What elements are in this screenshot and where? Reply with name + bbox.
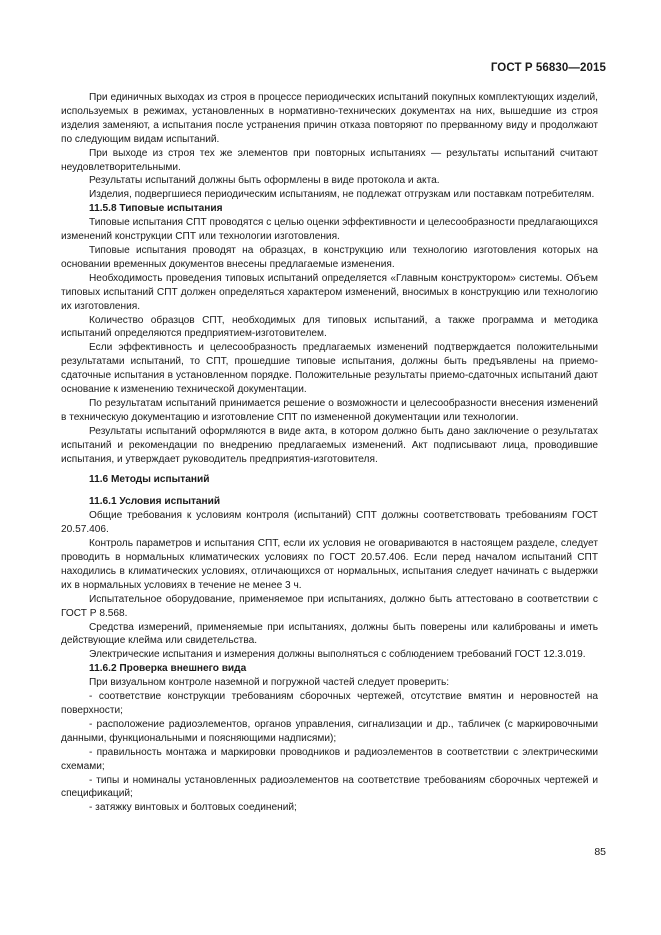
paragraph: Типовые испытания СПТ проводятся с целью оценки эффективности и целесообразности предлагающихся изменений конструкции СПТ или технологии изготовления. [61, 217, 598, 243]
paragraph: При визуальном контроле наземной и погружной частей следует проверить: [89, 677, 450, 689]
paragraph: Результаты испытаний оформляются в виде акта, в котором должно быть дано заключение о результатах испытаний и рекомендации по внедрению предлагаемых изменений. Акт подписывают лица, проводившие испытания, и утверждает руководитель предприятия-изготовителя. [61, 425, 598, 465]
paragraph: Типовые испытания проводят на образцах, в конструкцию или технологию изготовления которых на основании временных документов внесены предлагаемые изменения. [61, 244, 598, 270]
paragraph: Количество образцов СПТ, необходимых для типовых испытаний, а также программа и методика испытаний определяются предприятием-изготовителем. [61, 314, 598, 340]
paragraph: Испытательное оборудование, применяемое при испытаниях, должно быть аттестовано в соответствии с ГОСТ Р 8.568. [61, 593, 598, 619]
section-heading-11-6-2: 11.6.2 Проверка внешнего вида [89, 663, 247, 675]
paragraph: При единичных выходах из строя в процессе периодических испытаний покупных комплектующих изделий, используемых в режимах, установленных в нормативно-технических документах на них, вышедшие из строя изделия заменяют, а испытания после устранения причин отказа повторяют по прерванному виду и продолжают по следующим видам испытаний. [61, 92, 598, 145]
paragraph: Общие требования к условиям контроля (испытаний) СПТ должны соответствовать требованиям ГОСТ 20.57.406. [61, 510, 598, 536]
list-item: - расположение радиоэлементов, органов управления, сигнализации и др., табличек (с маркировочными данными, функциональными и поясняющими надписями); [61, 718, 598, 744]
list-item: - затяжку винтовых и болтовых соединений; [89, 802, 297, 814]
paragraph: Контроль параметров и испытания СПТ, если их условия не оговариваются в настоящем разделе, следует проводить в нормальных климатических условиях по ГОСТ 20.57.406. Если перед началом испытаний СПТ находились в климатических условиях, отличающихся от нормальных, испытания следует начинать с выдержки их в нормальных условиях в течение не менее 3 ч. [61, 538, 598, 591]
paragraph: При выходе из строя тех же элементов при повторных испытаниях — результаты испытаний считают неудовлетворительными. [61, 147, 598, 173]
list-item: - соответствие конструкции требованиям сборочных чертежей, отсутствие вмятин и неровностей на поверхности; [61, 691, 598, 716]
paragraph: По результатам испытаний принимается решение о возможности и целесообразности внесения изменений в техническую документацию и изготовление СПТ по измененной документации или технологии. [61, 397, 598, 423]
document-id-header: ГОСТ Р 56830—2015 [490, 62, 606, 74]
page-number: 85 [594, 846, 606, 858]
paragraph: Средства измерений, применяемые при испытаниях, должны быть поверены или калиброваны и иметь действующие клейма или свидетельства. [61, 621, 598, 647]
list-item: - правильность монтажа и маркировки проводников и радиоэлементов в соответствии с электрическими схемами; [61, 746, 598, 772]
paragraph: Изделия, подвергшиеся периодическим испытаниям, не подлежат отгрузкам или поставкам потребителям. [89, 189, 595, 201]
section-heading-11-5-8: 11.5.8 Типовые испытания [89, 203, 223, 215]
paragraph: Если эффективность и целесообразность предлагаемых изменений подтверждается положительными результатами испытаний, то СПТ, прошедшие типовые испытания, должны быть предъявлены на приемо-сдаточные испытания в установленном порядке. Положительные результаты приемо-сдаточных испытаний дают основание к изменению технической документации. [61, 342, 598, 396]
section-heading-11-6: 11.6 Методы испытаний [89, 474, 210, 486]
list-item: - типы и номиналы установленных радиоэлементов на соответствие требованиям сборочных чертежей и спецификаций; [61, 774, 598, 800]
paragraph: Электрические испытания и измерения должны выполняться с соблюдением требований ГОСТ 12.3.019. [89, 649, 586, 661]
paragraph: Результаты испытаний должны быть оформлены в виде протокола и акта. [89, 175, 440, 187]
paragraph: Необходимость проведения типовых испытаний определяется «Главным конструктором» системы. Объем типовых испытаний СПТ должен определяться характером изменений, вносимых в конструкцию или технологию их изготовления. [61, 272, 598, 312]
page-body [61, 91, 598, 815]
section-heading-11-6-1: 11.6.1 Условия испытаний [89, 496, 221, 508]
